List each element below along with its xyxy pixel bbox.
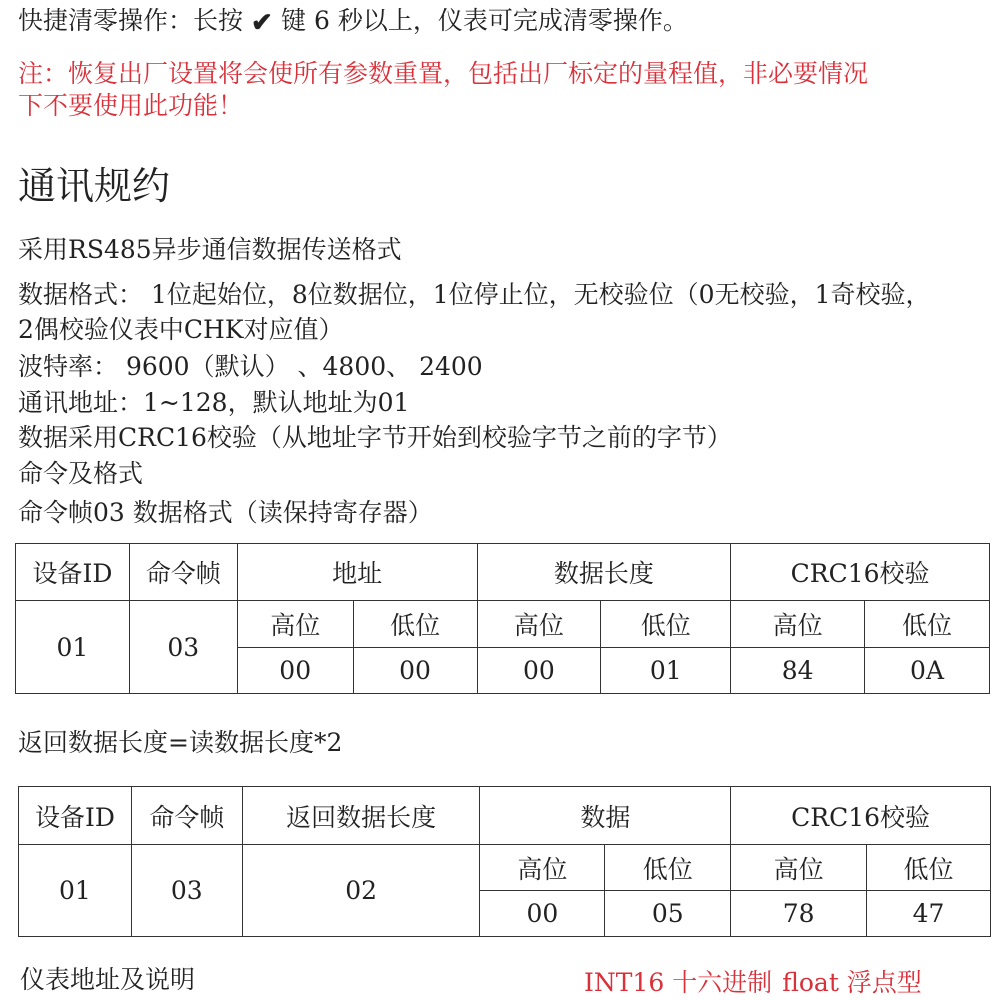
cell-address-low: 00 [353, 648, 477, 694]
header-data: 数据 [480, 787, 731, 845]
header-command: 命令帧 [129, 544, 237, 601]
footer-left: 仪表地址及说明 [20, 965, 196, 994]
warning-line-1: 注：恢复出厂设置将会使所有参数重置，包括出厂标定的量程值，非必要情况 [18, 59, 869, 88]
checkmark-down-icon: ✔ [251, 8, 273, 38]
warning-line-2: 下不要使用此功能！ [18, 91, 244, 120]
cell-address-high: 00 [237, 648, 353, 694]
protocol-line-7: 命令及格式 [18, 459, 144, 488]
subheader-high: 高位 [480, 845, 605, 891]
cell-return-length: 02 [242, 845, 480, 937]
protocol-line-3: 2偶校验仪表中CHK对应值） [18, 315, 344, 344]
subheader-low: 低位 [353, 601, 477, 648]
cell-length-low: 01 [601, 648, 731, 694]
return-length-note: 返回数据长度=读数据长度*2 [18, 728, 343, 757]
cell-data-high: 00 [480, 891, 605, 937]
response-frame-table [18, 786, 991, 937]
header-command: 命令帧 [131, 787, 242, 845]
protocol-line-5: 通讯地址：1~128，默认地址为01 [18, 388, 410, 417]
subheader-low: 低位 [601, 601, 731, 648]
header-return-length: 返回数据长度 [242, 787, 480, 845]
protocol-line-4: 波特率： 9600（默认） 、4800、 2400 [18, 352, 483, 381]
cell-device-id: 01 [16, 601, 130, 694]
section-title: 通讯规约 [18, 164, 171, 208]
quick-zero-prefix: 快捷清零操作：长按 [18, 6, 244, 35]
header-crc16: CRC16校验 [731, 544, 990, 601]
cell-length-high: 00 [477, 648, 601, 694]
header-device-id: 设备ID [19, 787, 132, 845]
footer-int16: INT16 十六进制 [584, 968, 773, 997]
cell-crc-low: 0A [865, 648, 990, 694]
header-data-length: 数据长度 [477, 544, 731, 601]
cell-data-low: 05 [605, 891, 731, 937]
quick-zero-line [18, 4, 688, 38]
subheader-low: 低位 [867, 845, 991, 891]
header-device-id: 设备ID [16, 544, 130, 601]
footer-float: float 浮点型 [782, 968, 922, 997]
cell-crc-high: 84 [731, 648, 865, 694]
cell-command: 03 [129, 601, 237, 694]
quick-zero-suffix: 键 6 秒以上，仪表可完成清零操作。 [281, 6, 688, 35]
header-crc16: CRC16校验 [731, 787, 991, 845]
cell-command: 03 [131, 845, 242, 937]
protocol-line-6: 数据采用CRC16校验（从地址字节开始到校验字节之前的字节） [18, 423, 732, 452]
subheader-low: 低位 [605, 845, 731, 891]
command-frame-table [15, 543, 990, 694]
cell-device-id: 01 [19, 845, 132, 937]
cell-crc-high: 78 [731, 891, 867, 937]
subheader-low: 低位 [865, 601, 990, 648]
cell-crc-low: 47 [867, 891, 991, 937]
header-address: 地址 [237, 544, 477, 601]
subheader-high: 高位 [731, 601, 865, 648]
subheader-high: 高位 [237, 601, 353, 648]
footer-right [584, 966, 932, 1000]
protocol-line-1: 采用RS485异步通信数据传送格式 [18, 235, 402, 264]
subheader-high: 高位 [731, 845, 867, 891]
protocol-line-8: 命令帧03 数据格式（读保持寄存器） [18, 498, 433, 527]
protocol-line-2: 数据格式： 1位起始位，8位数据位，1位停止位，无校验位（0无校验，1奇校验， [18, 280, 931, 309]
subheader-high: 高位 [477, 601, 601, 648]
